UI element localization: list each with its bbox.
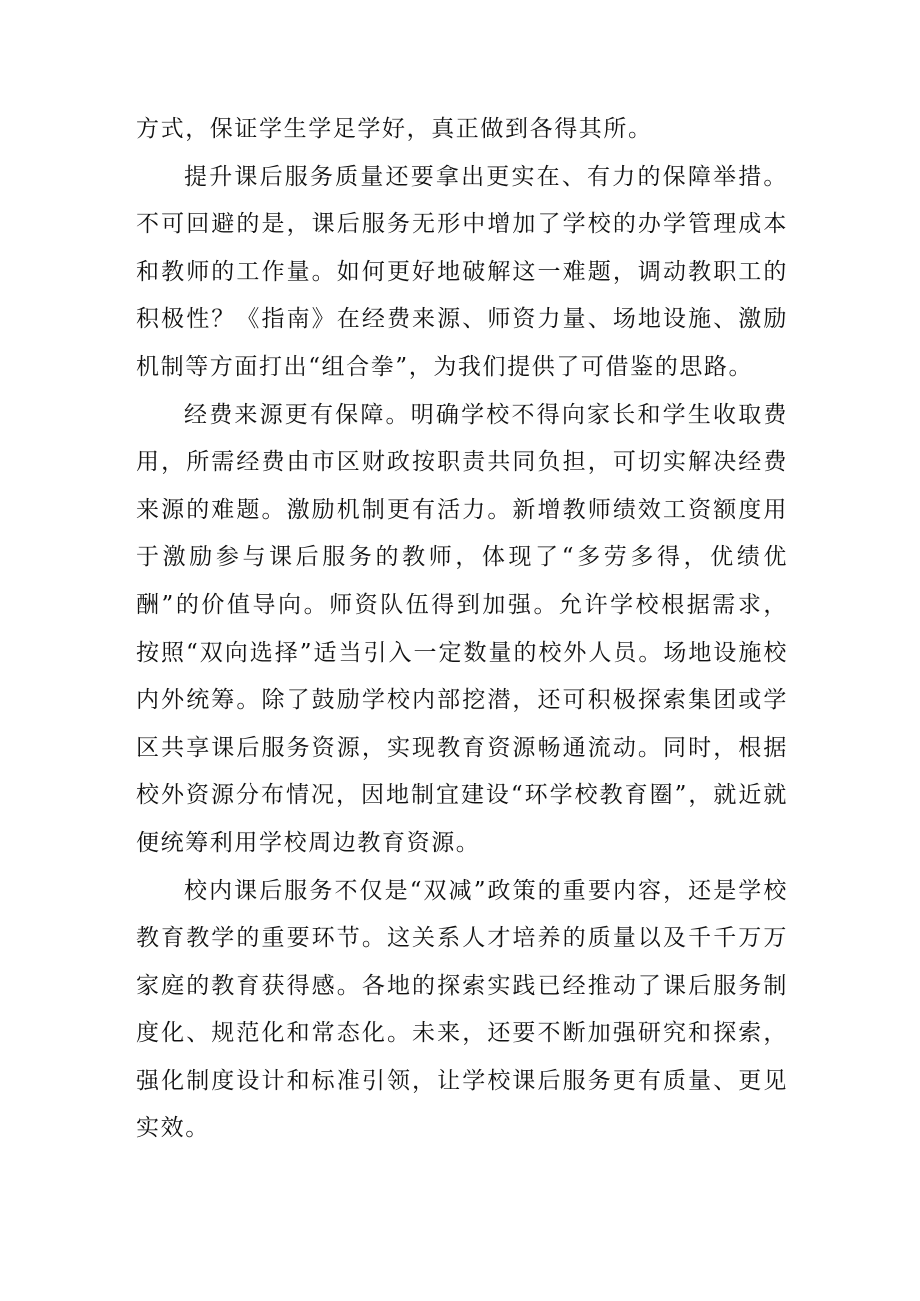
paragraph-4: 校内课后服务不仅是“双减”政策的重要内容，还是学校教育教学的重要环节。这关系人才培养的质量以及千千万万家庭的教育获得感。各地的探索实践已经推动了课后服务制度化、规范化和常态化。未来，还要不断加强研究和探索，强化制度设计和标准引领，让学校课后服务更有质量、更见实效。 <box>136 877 788 1142</box>
paragraph-1: 方式，保证学生学足学好，真正做到各得其所。 <box>136 116 653 142</box>
document-body <box>136 106 788 1153</box>
paragraph-2: 提升课后服务质量还要拿出更实在、有力的保障举措。不可回避的是，课后服务无形中增加了学校的办学管理成本和教师的工作量。如何更好地破解这一难题，调动教职工的积极性？《指南》在经费来源、师资力量、场地设施、激励机制等方面打出“组合拳”，为我们提供了可借鉴的思路。 <box>136 163 788 380</box>
paragraph-3: 经费来源更有保障。明确学校不得向家长和学生收取费用，所需经费由市区财政按职责共同负担，可切实解决经费来源的难题。激励机制更有活力。新增教师绩效工资额度用于激励参与课后服务的教师，体现了“多劳多得，优绩优酬”的价值导向。师资队伍得到加强。允许学校根据需求，按照“双向选择”适当引入一定数量的校外人员。场地设施校内外统筹。除了鼓励学校内部挖潜，还可积极探索集团或学区共享课后服务资源，实现教育资源畅通流动。同时，根据校外资源分布情况，因地制宜建设“环学校教育圈”，就近就便统筹利用学校周边教育资源。 <box>136 401 788 856</box>
